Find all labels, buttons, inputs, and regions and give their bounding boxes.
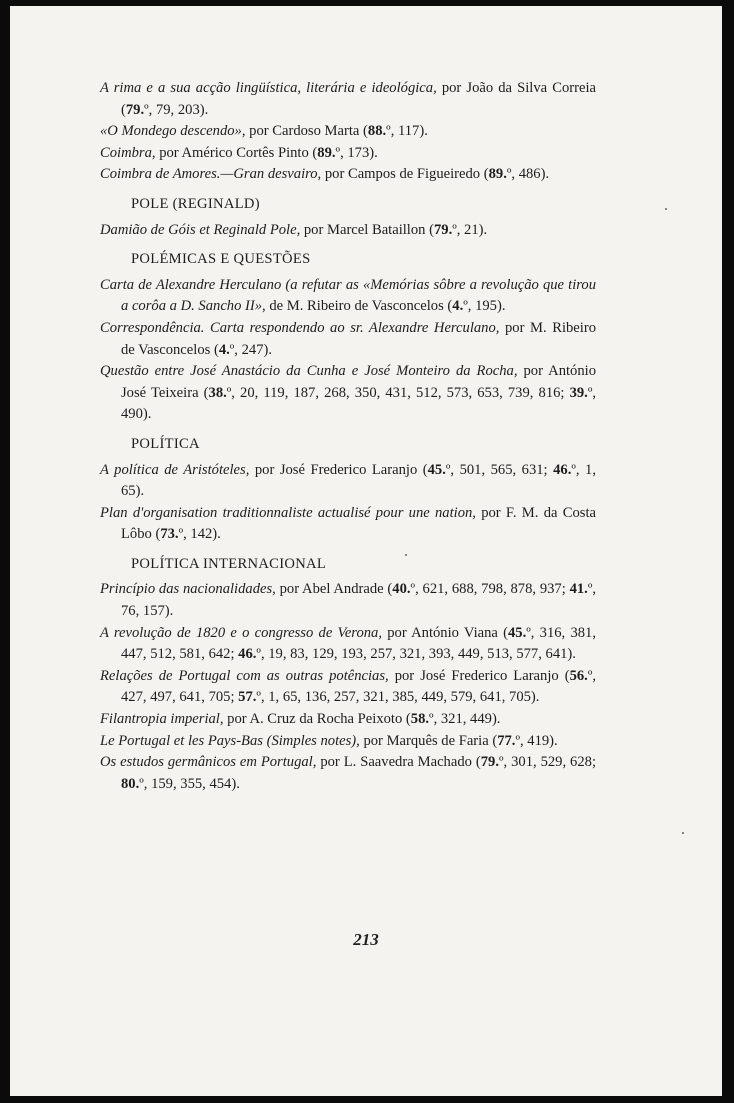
volume-number: 46. [238, 646, 257, 663]
entry-close: ). [199, 101, 209, 118]
entry-title: Carta de Alexandre Herculano (a refutar as «Memórias sôbre a revolução que tirou a corôa a D. Sancho II», [100, 276, 596, 315]
entry-close: ). [491, 711, 501, 728]
page-references: , 419 [519, 732, 550, 749]
page-references: , 427, 497, 641, 705; [121, 667, 597, 706]
volume-number: 40. [392, 581, 411, 598]
index-entry [100, 361, 596, 426]
section-heading: POLÍTICA [131, 435, 200, 452]
entry-title: Os estudos germânicos em Portugal, [100, 754, 317, 771]
entry-author: por Marquês de Faria ( [359, 732, 498, 749]
section-heading: POLÍTICA INTERNACIONAL [131, 555, 327, 572]
page-references: , 621, 688, 798, 878, 937; [415, 581, 570, 598]
page-references: , 159, 355, 454 [143, 775, 232, 792]
index-entry [100, 78, 596, 121]
entry-author: por Marcel Bataillon ( [300, 221, 434, 238]
index-entry [100, 752, 596, 795]
entry-author: por António José Teixeira ( [121, 363, 596, 401]
ordinal-mark: º [452, 221, 457, 238]
page-references: , 247 [234, 341, 264, 358]
entry-title: Le Portugal et les Pays-Bas (Simples notes), [100, 732, 360, 749]
paper-speck [682, 832, 684, 834]
entry-author: por Abel Andrade ( [275, 581, 393, 598]
ordinal-mark: º [587, 384, 593, 401]
entry-title: Princípio das nacionalidades, [100, 581, 276, 598]
index-entry [100, 318, 596, 361]
entry-close: ). [496, 298, 506, 315]
page-number: 213 [353, 930, 379, 949]
page-references: , 19, 83, 129, 193, 257, 321, 393, 449, 513, 577, 641 [260, 646, 568, 663]
entry-close: ). [142, 406, 152, 423]
entry-close: ). [369, 144, 378, 161]
volume-number: 41. [569, 581, 588, 598]
index-entry [100, 666, 596, 709]
entry-close: ). [164, 603, 174, 620]
entry-close: ). [567, 646, 576, 663]
page-references: , 142 [183, 526, 213, 543]
entry-title: Coimbra de Amores.—Gran desvairo, [100, 166, 322, 183]
index-entry [100, 143, 596, 165]
entry-title: A política de Aristóteles, [100, 461, 250, 478]
page-references: , 1, 65 [121, 461, 596, 500]
ordinal-mark: º [506, 166, 512, 183]
entry-author: por Campos de Figueiredo ( [321, 166, 489, 183]
ordinal-mark: º [226, 384, 232, 401]
volume-number: 38. [208, 384, 227, 401]
index-entry [100, 623, 596, 666]
page-references: , 21 [456, 221, 479, 238]
ordinal-mark: º [410, 581, 416, 598]
ordinal-mark: º [335, 144, 341, 161]
ordinal-mark: º [229, 341, 235, 358]
volume-number: 46. [553, 461, 572, 478]
ordinal-mark: º [178, 526, 184, 543]
entry-close: ). [263, 341, 272, 358]
ordinal-mark: º [386, 123, 391, 140]
entry-title: Questão entre José Anastácio da Cunha e José Monteiro da Rocha, [100, 363, 518, 380]
entry-title: Plan d'organisation traditionnaliste actualisé pour une nation, [100, 504, 476, 521]
entry-author: por L. Saavedra Machado ( [316, 754, 481, 771]
index-content [100, 78, 596, 795]
document-page [10, 6, 722, 1096]
entry-title: «O Mondego descendo», [100, 123, 246, 140]
ordinal-mark: º [256, 689, 261, 706]
ordinal-mark: º [139, 775, 144, 792]
volume-number: 39. [569, 384, 588, 401]
entry-close: ). [549, 732, 558, 749]
entry-title: A revolução de 1820 e o congresso de Verona, [100, 624, 382, 641]
volume-number: 45. [427, 461, 446, 478]
entry-author: por António Viana ( [381, 624, 508, 641]
volume-number: 79. [433, 221, 453, 238]
index-entry [100, 164, 596, 186]
entry-title: Damião de Góis et Reginald Pole, [100, 221, 301, 238]
index-entry [100, 579, 596, 622]
entry-author: de M. Ribeiro de Vasconcelos ( [265, 298, 453, 315]
ordinal-mark: º [429, 711, 434, 728]
volume-number: 45. [508, 624, 527, 641]
ordinal-mark: º [587, 667, 593, 684]
entry-author: por Américo Cortês Pinto ( [155, 144, 318, 161]
entry-author: por F. M. da Costa Lôbo ( [121, 504, 596, 543]
entry-author: por José Frederico Laranjo ( [249, 461, 428, 478]
volume-number: 58. [410, 711, 430, 728]
section-heading: POLÉMICAS E QUESTÕES [131, 251, 311, 268]
entry-author: por Cardoso Marta ( [245, 123, 368, 140]
entry-author: por A. Cruz da Rocha Peixoto ( [223, 711, 411, 728]
entry-close: ). [419, 123, 428, 140]
page-references: , 195 [467, 298, 497, 315]
volume-number: 73. [160, 526, 179, 543]
entry-author: por M. Ribeiro de Vasconcelos ( [121, 319, 596, 358]
index-entry [100, 731, 596, 753]
page-references: , 1, 65, 136, 257, 321, 385, 449, 579, 641, 705 [260, 689, 531, 706]
volume-number: 57. [238, 689, 257, 706]
entry-title: Correspondência. Carta respondendo ao sr. Alexandre Herculano, [100, 319, 500, 336]
ordinal-mark: º [526, 624, 531, 641]
volume-number: 77. [497, 732, 516, 749]
volume-number: 88. [367, 123, 387, 140]
entry-close: ). [530, 689, 540, 706]
page-references: , 321, 449 [433, 711, 492, 728]
page-references: , 76, 157 [121, 581, 596, 620]
volume-number: 89. [317, 144, 336, 161]
entry-close: ). [540, 166, 550, 183]
entry-close: ). [478, 221, 488, 238]
index-entry [100, 503, 596, 546]
page-references: , 486 [511, 166, 541, 183]
ordinal-mark: º [515, 732, 520, 749]
volume-number: 79. [480, 754, 499, 771]
entry-title: Relações de Portugal com as outras potências, [100, 667, 389, 684]
index-entry [100, 460, 596, 503]
page-references: , 173 [340, 144, 370, 161]
entry-close: ). [231, 775, 240, 792]
ordinal-mark: º [256, 646, 261, 663]
volume-number: 4. [452, 298, 464, 315]
volume-number: 79. [125, 101, 145, 118]
volume-number: 89. [488, 166, 507, 183]
volume-number: 4. [218, 341, 230, 358]
volume-number: 80. [121, 775, 140, 792]
index-entry [100, 709, 596, 731]
ordinal-mark: º [498, 754, 504, 771]
page-references: , 79, 203 [148, 101, 200, 118]
paper-speck [665, 208, 667, 210]
index-entry [100, 121, 596, 143]
page-references: , 117 [390, 123, 420, 140]
ordinal-mark: º [445, 461, 451, 478]
index-entry [100, 220, 596, 242]
paper-speck [405, 554, 407, 556]
entry-author: por José Frederico Laranjo ( [388, 667, 570, 684]
entry-author: por João da Silva Correia ( [121, 80, 597, 118]
page-references: , 316, 381, 447, 512, 581, 642; [121, 624, 596, 663]
ordinal-mark: º [144, 101, 149, 118]
entry-title: Coimbra, [100, 144, 156, 161]
page-references: , 301, 529, 628; [503, 754, 596, 771]
page-references: , 501, 565, 631; [450, 461, 554, 478]
entry-close: ). [135, 483, 145, 500]
entry-close: ). [212, 526, 221, 543]
entry-title: A rima e a sua acção lingüística, literária e ideológica, [100, 80, 437, 96]
ordinal-mark: º [587, 581, 593, 598]
page-references: , 20, 119, 187, 268, 350, 431, 512, 573, 653, 739, 816; [231, 384, 570, 401]
page-references: , 490 [121, 384, 596, 423]
ordinal-mark: º [463, 298, 468, 315]
index-entry [100, 275, 596, 318]
ordinal-mark: º [571, 461, 576, 478]
section-heading: POLE (REGINALD) [131, 195, 260, 212]
entry-title: Filantropia imperial, [100, 711, 224, 728]
volume-number: 56. [569, 667, 588, 684]
